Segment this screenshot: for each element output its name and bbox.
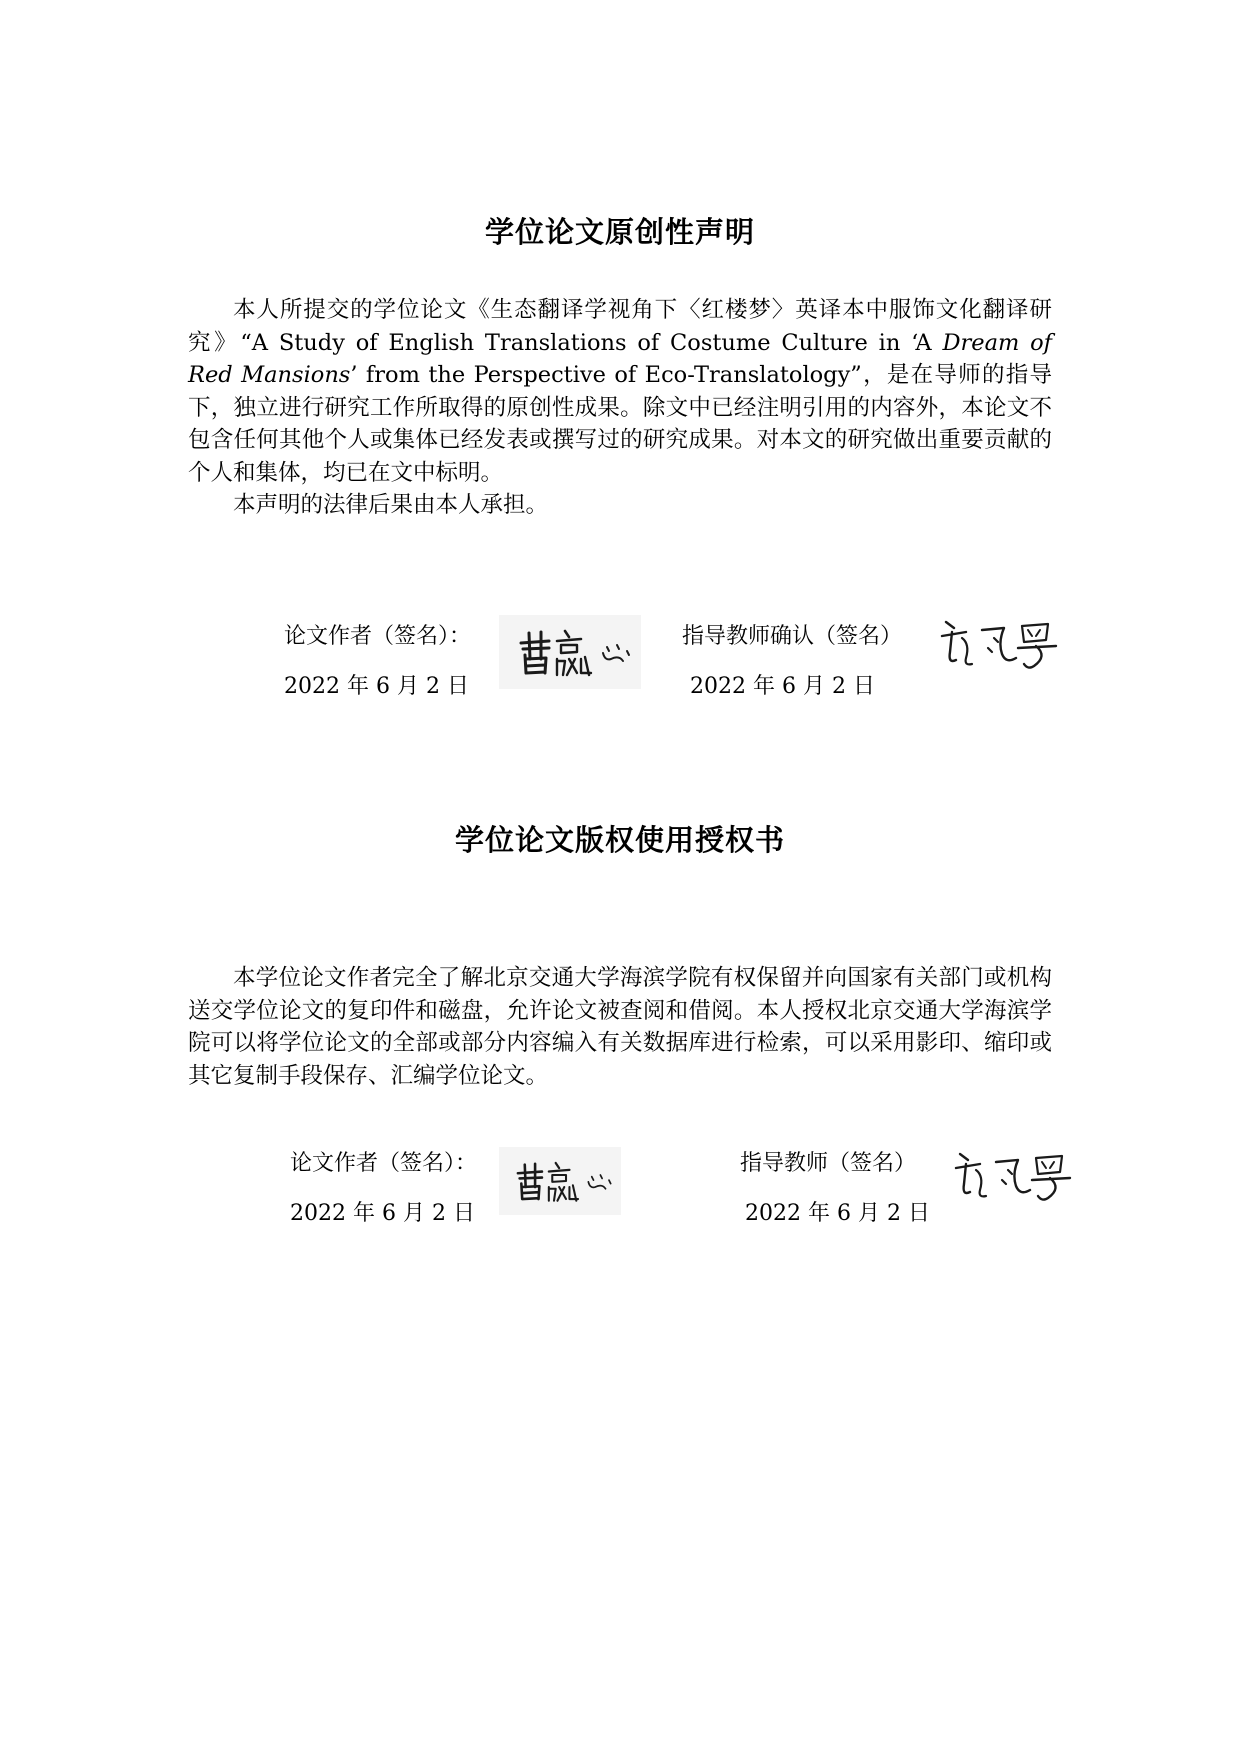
declaration-title: 学位论文原创性声明 — [484, 215, 755, 249]
declaration-paragraph-2: 本声明的法律后果由本人承担。 — [233, 492, 549, 518]
authorization-author-date: 2022 年 6 月 2 日 — [290, 1201, 475, 1226]
declaration-author-signature — [499, 615, 641, 689]
declaration-p1-text-a: 本人所提交的学位论文《生态翻译学视角下〈红楼梦〉英译本中服饰文化翻译研究》“A Study of English Translations of Costume Culture in ‘A — [188, 297, 1052, 356]
declaration-p1-italic-title: Dream of Red Mansions — [188, 329, 1052, 388]
declaration-advisor-date: 2022 年 6 月 2 日 — [690, 674, 875, 699]
authorization-title: 学位论文版权使用授权书 — [454, 823, 785, 857]
declaration-advisor-label: 指导教师确认（签名） — [682, 624, 903, 649]
authorization-advisor-date: 2022 年 6 月 2 日 — [745, 1201, 930, 1226]
authorization-advisor-signature — [950, 1140, 1080, 1212]
handwritten-signature-icon — [499, 1147, 621, 1215]
declaration-advisor-signature — [936, 608, 1066, 680]
handwritten-signature-icon — [950, 1140, 1080, 1212]
authorization-body — [188, 962, 1052, 1092]
handwritten-signature-icon — [499, 615, 641, 689]
declaration-paragraph-1 — [188, 294, 1052, 489]
handwritten-signature-icon — [936, 608, 1066, 680]
authorization-author-signature — [499, 1147, 621, 1215]
declaration-author-label: 论文作者（签名）： — [284, 624, 472, 649]
authorization-advisor-label: 指导教师（签名） — [740, 1151, 917, 1176]
declaration-author-date: 2022 年 6 月 2 日 — [284, 674, 469, 699]
authorization-paragraph-1: 本学位论文作者完全了解北京交通大学海滨学院有权保留并向国家有关部门或机构送交学位论文的复印件和磁盘，允许论文被查阅和借阅。本人授权北京交通大学海滨学院可以将学位论文的全部或部分内容编入有关数据库进行检索，可以采用影印、缩印或其它复制手段保存、汇编学位论文。 — [188, 965, 1052, 1089]
declaration-body — [188, 294, 1052, 522]
authorization-author-label: 论文作者（签名）： — [290, 1151, 478, 1176]
declaration-p1-text-b: ’ from the Perspective of Eco-Translatology”，是在导师的指导下，独立进行研究工作所取得的原创性成果。除文中已经注明引用的内容外，本论文不包含任何其他个人或集体已经发表或撰写过的研究成果。对本文的研究做出重要贡献的个人和集体，均已在文中标明。 — [188, 362, 1052, 486]
